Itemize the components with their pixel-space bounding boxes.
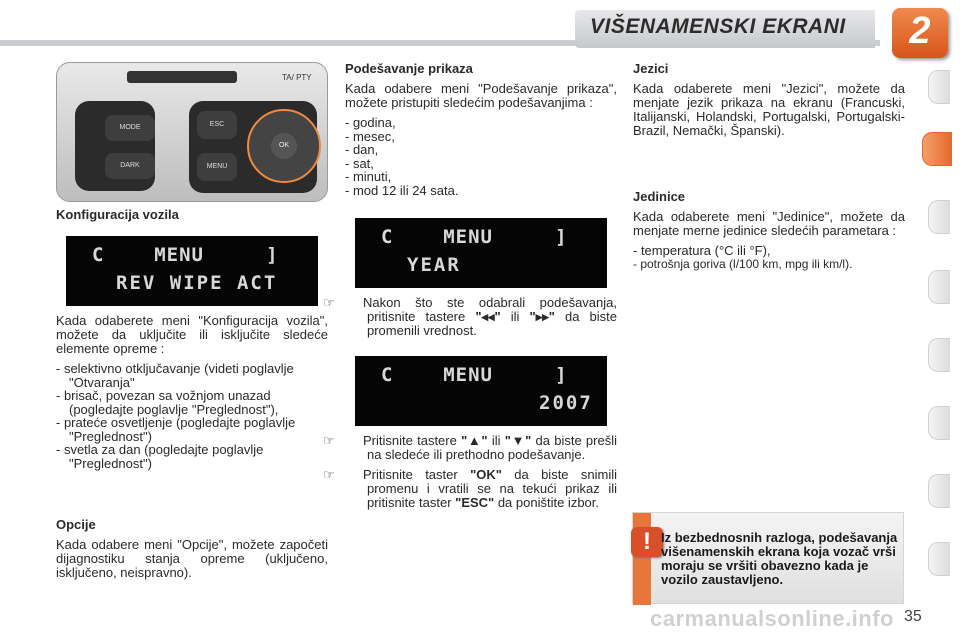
hand-pointer-icon: ☞ bbox=[323, 295, 335, 310]
up-key-label: "▲" bbox=[461, 433, 488, 448]
tip-text: Nakon što ste odabrali podešavanja, pritisnite tastere bbox=[363, 295, 617, 324]
lcd-line-1: C MENU ] bbox=[381, 226, 568, 248]
page-header bbox=[0, 0, 960, 56]
list-item: - selektivno otključavanje (videti poglavlje "Otvaranja" bbox=[56, 361, 294, 390]
column-right bbox=[633, 62, 905, 144]
tip-text: da biste snimili promenu i vratili se na tekući prikaz ili pritisnite taster bbox=[367, 467, 617, 510]
section-heading-languages: Jezici bbox=[633, 61, 669, 76]
side-tab[interactable] bbox=[928, 270, 950, 304]
list-item: - godina, bbox=[345, 115, 396, 130]
list-item: - prateće osvetljenje (pogledajte poglavlje "Preglednost") bbox=[56, 415, 296, 444]
left-button-pad bbox=[75, 101, 155, 191]
rewind-key-label: "◂◂" bbox=[475, 309, 501, 324]
forward-key-label: "▸▸" bbox=[529, 309, 555, 324]
side-tab[interactable] bbox=[928, 70, 950, 104]
tip-text: da biste promenili vrednost. bbox=[367, 309, 617, 338]
tip-save bbox=[323, 467, 617, 510]
display-settings-intro: Kada odabere meni "Podešavanje prikaza", možete pristupiti sledećim podešavanjima : bbox=[345, 81, 617, 110]
ta-pty-label: TA/ PTY bbox=[282, 73, 312, 82]
vehicle-config-list bbox=[56, 362, 328, 470]
lcd-line-2: YEAR bbox=[407, 254, 461, 276]
side-tab[interactable] bbox=[928, 200, 950, 234]
tip-text: da biste prešli na sledeće ili prethodno podešavanje. bbox=[367, 433, 617, 462]
list-item: - brisač, povezan sa vožnjom unazad (pogledajte poglavlje "Preglednost"), bbox=[56, 388, 279, 417]
console-illustration bbox=[56, 62, 328, 202]
list-item: - svetla za dan (pogledajte poglavlje "Preglednost") bbox=[56, 442, 264, 471]
tip-text: ili bbox=[487, 433, 505, 448]
side-tab[interactable] bbox=[928, 542, 950, 576]
section-heading-display-settings: Podešavanje prikaza bbox=[345, 61, 473, 76]
dark-button: DARK bbox=[105, 153, 155, 179]
side-chapter-tabs bbox=[928, 70, 960, 580]
hand-pointer-icon: ☞ bbox=[323, 467, 335, 482]
watermark: carmanualsonline.info bbox=[650, 606, 894, 631]
lcd-line-2: 2007 bbox=[539, 392, 593, 414]
esc-button: ESC bbox=[197, 111, 237, 139]
tip-text: da poništite izbor. bbox=[494, 495, 600, 510]
column-left bbox=[56, 208, 328, 228]
warning-exclamation-icon: ! bbox=[631, 527, 663, 557]
mode-button: MODE bbox=[105, 115, 155, 141]
lcd-screen-year bbox=[355, 218, 607, 288]
list-item: - mod 12 ili 24 sata. bbox=[345, 182, 459, 198]
section-heading-options: Opcije bbox=[56, 517, 96, 532]
column-middle bbox=[345, 62, 617, 197]
down-key-label: "▼" bbox=[504, 433, 532, 448]
hand-pointer-icon: ☞ bbox=[323, 433, 335, 448]
list-item: - potrošnja goriva (l/100 km, mpg ili km/l). bbox=[633, 256, 853, 271]
chapter-number: 2 bbox=[909, 10, 931, 52]
tip-text: Pritisnite taster bbox=[363, 467, 471, 482]
options-text: Kada odabere meni "Opcije", možete započeti dijagnostiku stanja opreme (uključeno, isključeno, neispravno). bbox=[56, 537, 328, 580]
side-tab-active[interactable] bbox=[922, 132, 952, 166]
list-item: - minuti, bbox=[345, 169, 392, 184]
column-left-body bbox=[56, 314, 328, 470]
tip-text: Pritisnite tastere bbox=[363, 433, 462, 448]
esc-key-label: "ESC" bbox=[455, 495, 495, 510]
tip-change-value bbox=[323, 295, 617, 344]
lcd-line-1: C MENU ] bbox=[92, 244, 279, 266]
page-title: VIŠENAMENSKI EKRANI bbox=[590, 15, 846, 38]
warning-text: Iz bezbednosnih razloga, podešavanja višenamenskih ekrana koja vozač vrši moraju se vršiti obavezno kada je vozilo zaustavljeno. bbox=[661, 530, 898, 587]
options-section bbox=[56, 518, 328, 586]
vehicle-config-intro: Kada odaberete meni "Konfiguracija vozila", možete da uključite ili isključite sledeće elemente opreme : bbox=[56, 313, 328, 356]
units-section bbox=[633, 190, 905, 271]
side-tab[interactable] bbox=[928, 338, 950, 372]
tip-navigate bbox=[323, 433, 617, 516]
lcd-screen-config bbox=[66, 236, 318, 306]
lcd-line-2: REV WIPE ACT bbox=[116, 272, 278, 294]
list-item: - temperatura (°C ili °F), bbox=[633, 243, 771, 258]
ok-key-label: "OK" bbox=[470, 467, 502, 482]
list-item: - dan, bbox=[345, 142, 379, 157]
lcd-line-1: C MENU ] bbox=[381, 364, 568, 386]
side-tab[interactable] bbox=[928, 474, 950, 508]
page-number: 35 bbox=[904, 608, 922, 625]
lcd-screen-2007 bbox=[355, 356, 607, 426]
list-item: - sat, bbox=[345, 155, 374, 171]
right-button-pad bbox=[189, 101, 317, 193]
cd-slot bbox=[127, 71, 237, 83]
tip-text: ili bbox=[500, 309, 530, 324]
navigation-ring bbox=[247, 109, 321, 183]
units-text: Kada odaberete meni "Jedinice", možete da menjate merne jedinice sledećih parametara : bbox=[633, 209, 905, 238]
safety-warning-box bbox=[632, 512, 904, 604]
chapter-badge bbox=[892, 8, 948, 58]
side-tab[interactable] bbox=[928, 406, 950, 440]
section-heading-units: Jedinice bbox=[633, 189, 686, 204]
list-item: - mesec, bbox=[345, 128, 395, 144]
units-list bbox=[633, 244, 905, 271]
display-settings-list bbox=[345, 116, 617, 197]
section-heading-vehicle-config: Konfiguracija vozila bbox=[56, 207, 179, 222]
ok-button: OK bbox=[271, 133, 297, 159]
languages-text: Kada odaberete meni "Jezici", možete da menjate jezik prikaza na ekranu (Francuski, Italijanski, Holandski, Portugalski, Portugalski-Brazil, Nemački, Španski). bbox=[633, 81, 905, 138]
menu-button: MENU bbox=[197, 153, 237, 181]
